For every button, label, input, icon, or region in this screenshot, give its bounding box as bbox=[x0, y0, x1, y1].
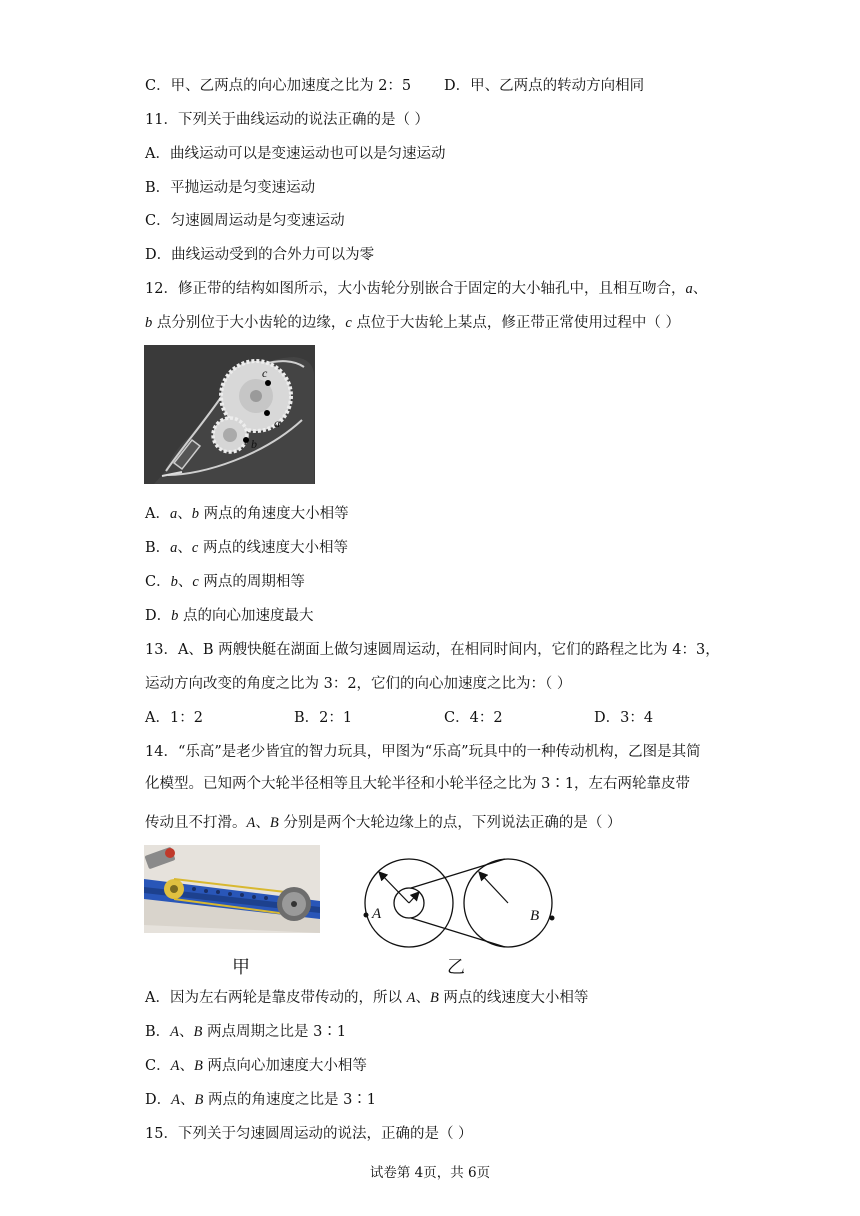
label-a: a bbox=[274, 416, 280, 430]
prev-option-d: D．甲、乙两点的转动方向相同 bbox=[444, 78, 645, 94]
label-c: c bbox=[262, 366, 268, 380]
point-b-dot bbox=[243, 437, 249, 443]
q13-option-c: C．4：2 bbox=[444, 710, 503, 726]
correction-tape-image bbox=[144, 345, 315, 484]
q15-stem: 15．下列关于匀速圆周运动的说法，正确的是（ ） bbox=[145, 1126, 473, 1142]
q11-option-b: B．平抛运动是匀变速运动 bbox=[145, 180, 316, 196]
q14-option-d: D．A、B 两点的角速度之比是 3∶1 bbox=[145, 1092, 377, 1108]
pulley-diagram bbox=[356, 845, 562, 957]
left-radius-arrow bbox=[379, 872, 409, 903]
belt-top bbox=[411, 859, 505, 888]
page-footer: 试卷第 4页，共 6页 bbox=[369, 1165, 491, 1181]
q14-stem-line2: 化模型。已知两个大轮半径相等且大轮半径和小轮半径之比为 3∶1，左右两轮靠皮带 bbox=[145, 776, 691, 792]
q14-option-c: C．A、B 两点向心加速度大小相等 bbox=[145, 1058, 367, 1074]
q14-stem-line1: 14．“乐高”是老少皆宜的智力玩具，甲图为“乐高”玩具中的一种传动机构，乙图是其简 bbox=[145, 744, 701, 760]
q11-stem: 11．下列关于曲线运动的说法正确的是（ ） bbox=[145, 112, 430, 128]
correction-tape-figure bbox=[144, 345, 315, 484]
lego-photo bbox=[144, 845, 320, 933]
q12-option-c: C．b、c 两点的周期相等 bbox=[145, 574, 305, 590]
belt-bottom bbox=[411, 918, 505, 947]
right-radius-arrow bbox=[479, 872, 508, 903]
q13-stem-line2: 运动方向改变的角度之比为 3：2，它们的向心加速度之比为：（ ） bbox=[145, 676, 572, 692]
label-B: B bbox=[530, 908, 540, 924]
small-radius-arrow bbox=[409, 892, 419, 903]
point-c-dot bbox=[265, 380, 271, 386]
pulley-diagram-svg bbox=[356, 845, 562, 957]
q13-option-d: D．3：4 bbox=[594, 710, 654, 726]
point-A-dot bbox=[364, 913, 369, 918]
q12-option-a: A．a、b 两点的角速度大小相等 bbox=[145, 506, 349, 522]
q12-option-d: D．b 点的向心加速度最大 bbox=[145, 608, 314, 624]
q14-option-a: A．因为左右两轮是靠皮带传动的，所以 A、B 两点的线速度大小相等 bbox=[145, 990, 589, 1006]
q14-option-b: B．A、B 两点周期之比是 3∶1 bbox=[145, 1024, 347, 1040]
q11-option-c: C．匀速圆周运动是匀变速运动 bbox=[145, 213, 345, 229]
q13-option-a: A．1：2 bbox=[145, 710, 203, 726]
point-a-dot bbox=[264, 410, 270, 416]
q12-stem-line2: b 点分别位于大小齿轮的边缘，c 点位于大齿轮上某点，修正带正常使用过程中（ ） bbox=[145, 315, 681, 331]
q12-stem-line1: 12．修正带的结构如图所示，大小齿轮分别嵌合于固定的大小轴孔中，且相互吻合，a、 bbox=[145, 281, 708, 297]
caption-jia: 甲 bbox=[232, 957, 250, 978]
q11-option-a: A．曲线运动可以是变速运动也可以是匀速运动 bbox=[145, 146, 446, 162]
caption-yi: 乙 bbox=[447, 957, 465, 978]
prev-option-c: C．甲、乙两点的向心加速度之比为 2：5 bbox=[145, 78, 412, 94]
q13-stem-line1: 13．A、B 两艘快艇在湖面上做匀速圆周运动，在相同时间内，它们的路程之比为 4：3， bbox=[145, 642, 720, 658]
label-b: b bbox=[251, 437, 257, 451]
q11-option-d: D．曲线运动受到的合外力可以为零 bbox=[145, 247, 375, 263]
q12-option-b: B．a、c 两点的线速度大小相等 bbox=[145, 540, 348, 556]
point-B-dot bbox=[550, 916, 555, 921]
label-A: A bbox=[372, 906, 382, 922]
q13-option-b: B．2：1 bbox=[294, 710, 353, 726]
lego-mechanism-image bbox=[144, 845, 320, 933]
q14-stem-line3: 传动且不打滑。A、B 分别是两个大轮边缘上的点，下列说法正确的是（ ） bbox=[145, 815, 622, 831]
